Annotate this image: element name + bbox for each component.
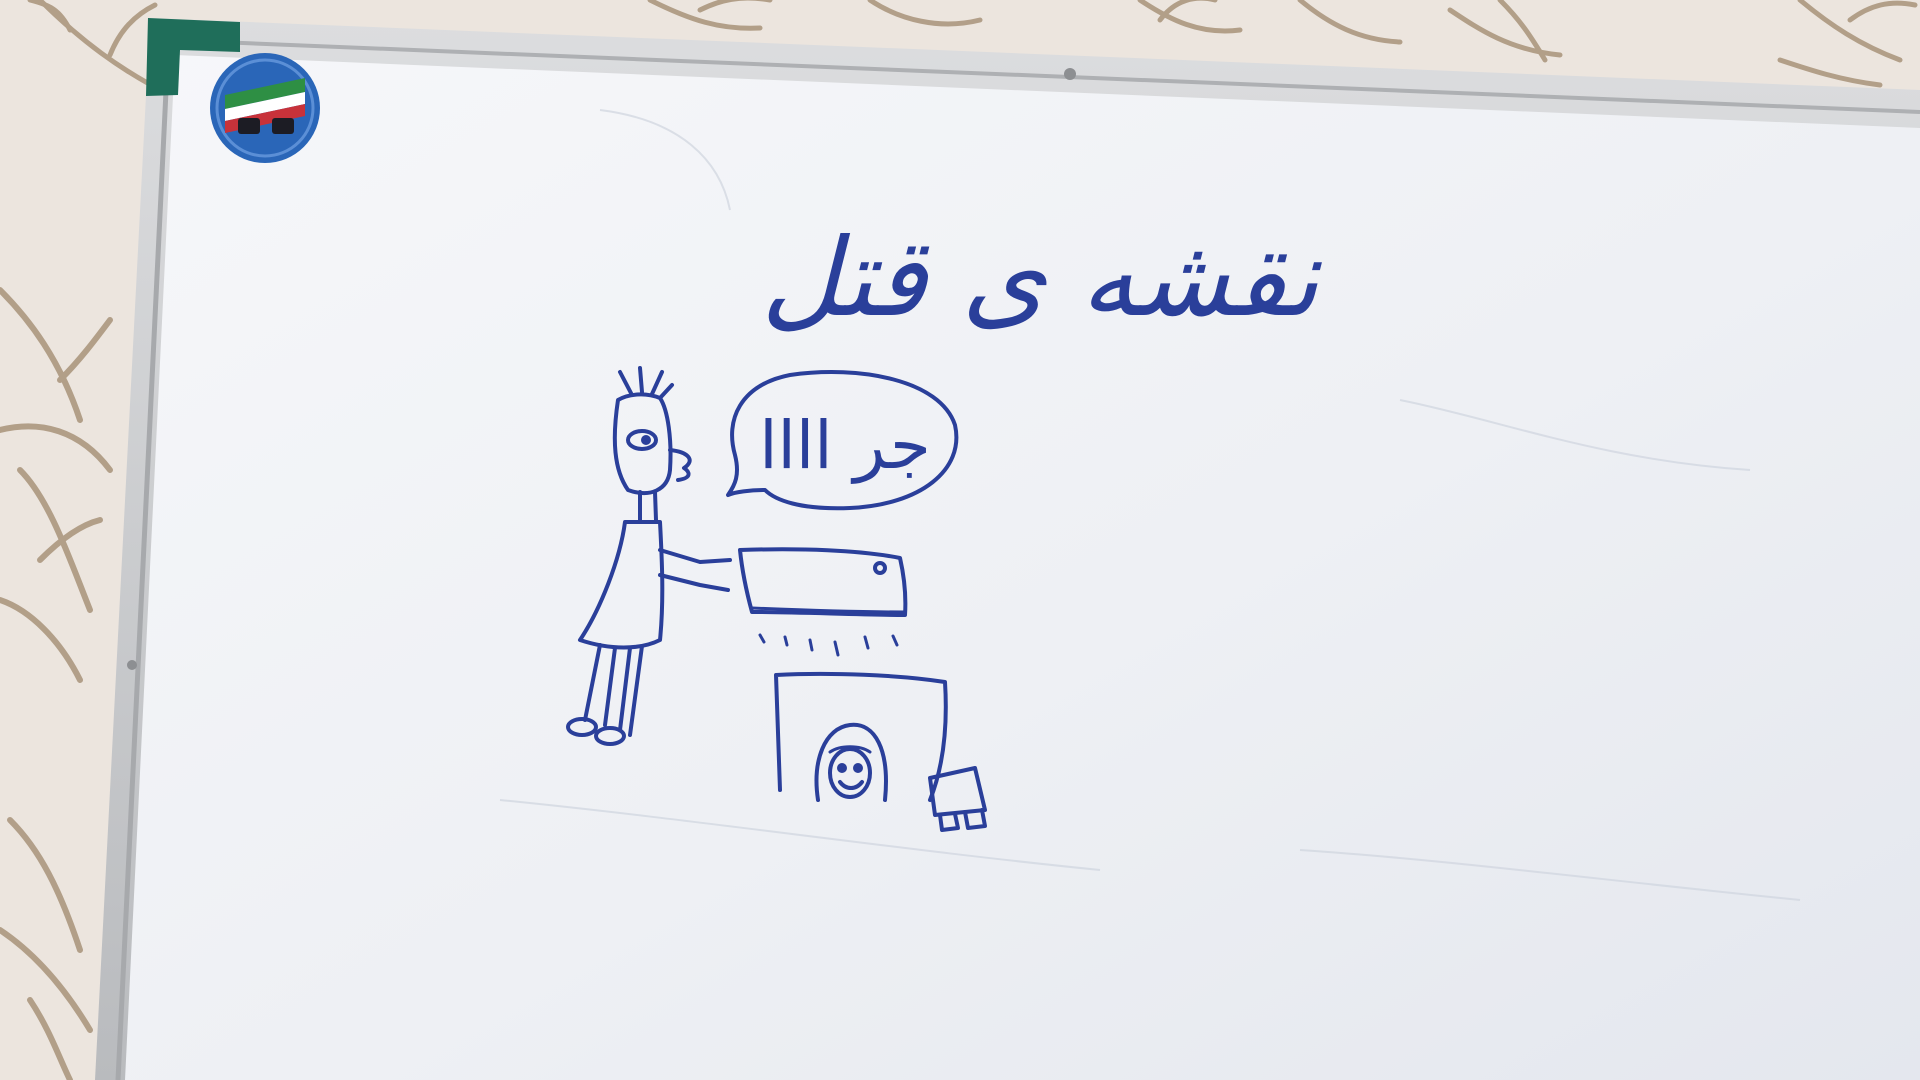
board-surface (125, 55, 1920, 1080)
board-screw (1064, 68, 1076, 80)
board-heading: نقشه ی قتل (760, 216, 1320, 341)
speech-bubble-text: جر اااا (759, 407, 931, 484)
board-sticker (210, 53, 320, 163)
board-screw-side (127, 660, 137, 670)
